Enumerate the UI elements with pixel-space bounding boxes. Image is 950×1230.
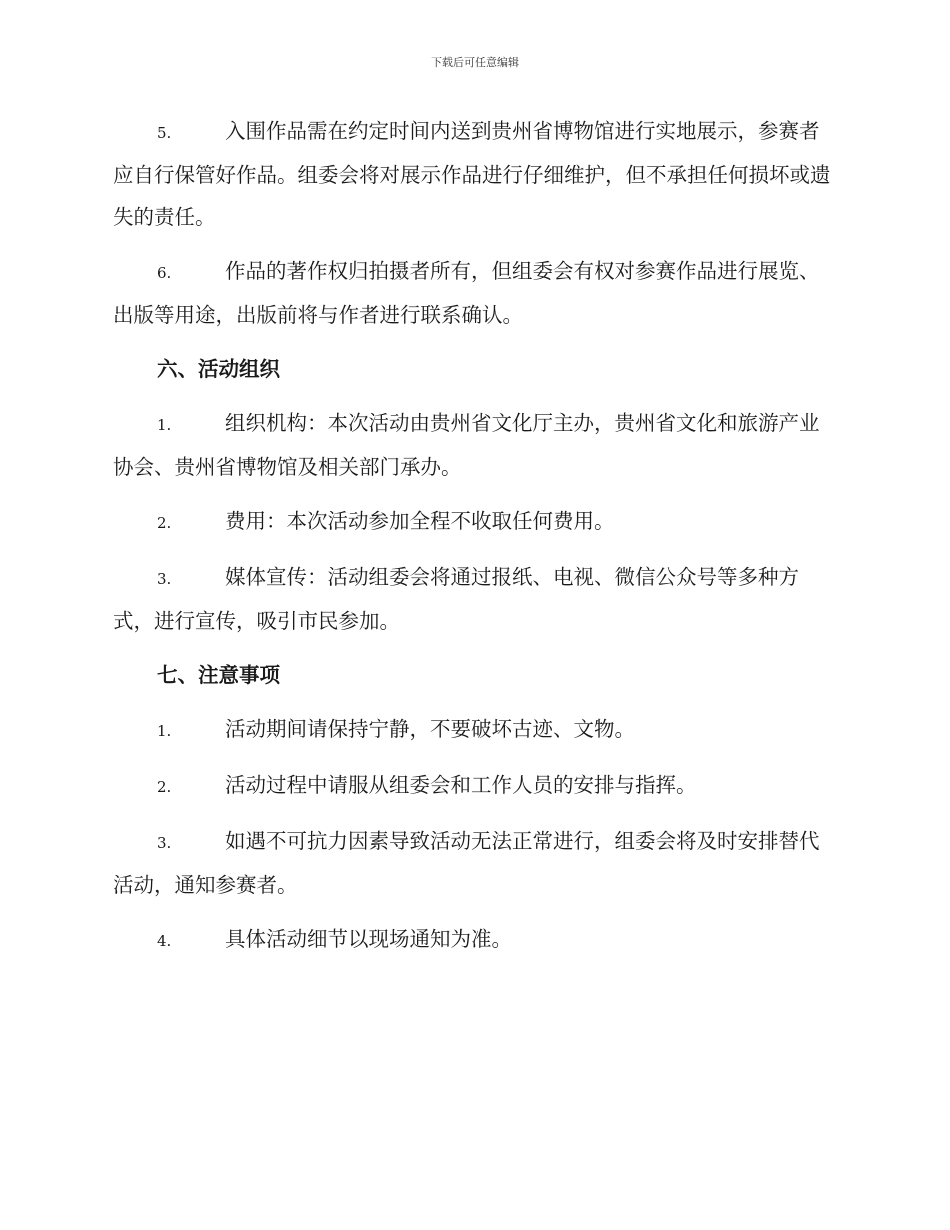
item-number: 2. [157, 514, 172, 532]
item-text: 活动期间请保持宁静，不要破坏古迹、文物。 [225, 717, 635, 741]
document-body [113, 110, 833, 974]
item-number: 1. [157, 722, 172, 740]
item-text: 媒体宣传：活动组委会将通过报纸、电视、微信公众号等多种方式，进行宣传，吸引市民参加。 [113, 565, 799, 633]
item-text: 入围作品需在约定时间内送到贵州省博物馆进行实地展示，参赛者应自行保管好作品。组委会将对展示作品进行仔细维护，但不承担任何损坏或遗失的责任。 [113, 119, 831, 229]
item-text: 费用：本次活动参加全程不收取任何费用。 [225, 509, 615, 533]
item-text: 组织机构：本次活动由贵州省文化厅主办，贵州省文化和旅游产业协会、贵州省博物馆及相关部门承办。 [113, 411, 820, 479]
item-text: 活动过程中请服从组委会和工作人员的安排与指挥。 [225, 773, 697, 797]
item-text: 如遇不可抗力因素导致活动无法正常进行，组委会将及时安排替代活动，通知参赛者。 [113, 829, 820, 897]
list-item [113, 918, 833, 962]
item-number: 3. [157, 570, 172, 588]
list-item [113, 556, 833, 642]
item-number: 3. [157, 834, 172, 852]
page-header: 下载后可任意编辑 [431, 56, 519, 69]
list-item [113, 708, 833, 752]
section-heading: 六、活动组织 [157, 357, 280, 381]
item-text: 具体活动细节以现场通知为准。 [225, 927, 512, 951]
item-number: 5. [157, 124, 172, 142]
section-heading: 七、注意事项 [157, 663, 280, 687]
item-number: 1. [157, 416, 172, 434]
item-number: 6. [157, 264, 172, 282]
list-item [113, 764, 833, 808]
list-item [113, 110, 833, 238]
list-item [113, 402, 833, 488]
list-item [113, 500, 833, 544]
item-number: 2. [157, 778, 172, 796]
item-text: 作品的著作权归拍摄者所有，但组委会有权对参赛作品进行展览、出版等用途，出版前将与作者进行联系确认。 [113, 259, 820, 327]
list-item [113, 820, 833, 906]
item-number: 4. [157, 932, 172, 950]
list-item [113, 250, 833, 336]
